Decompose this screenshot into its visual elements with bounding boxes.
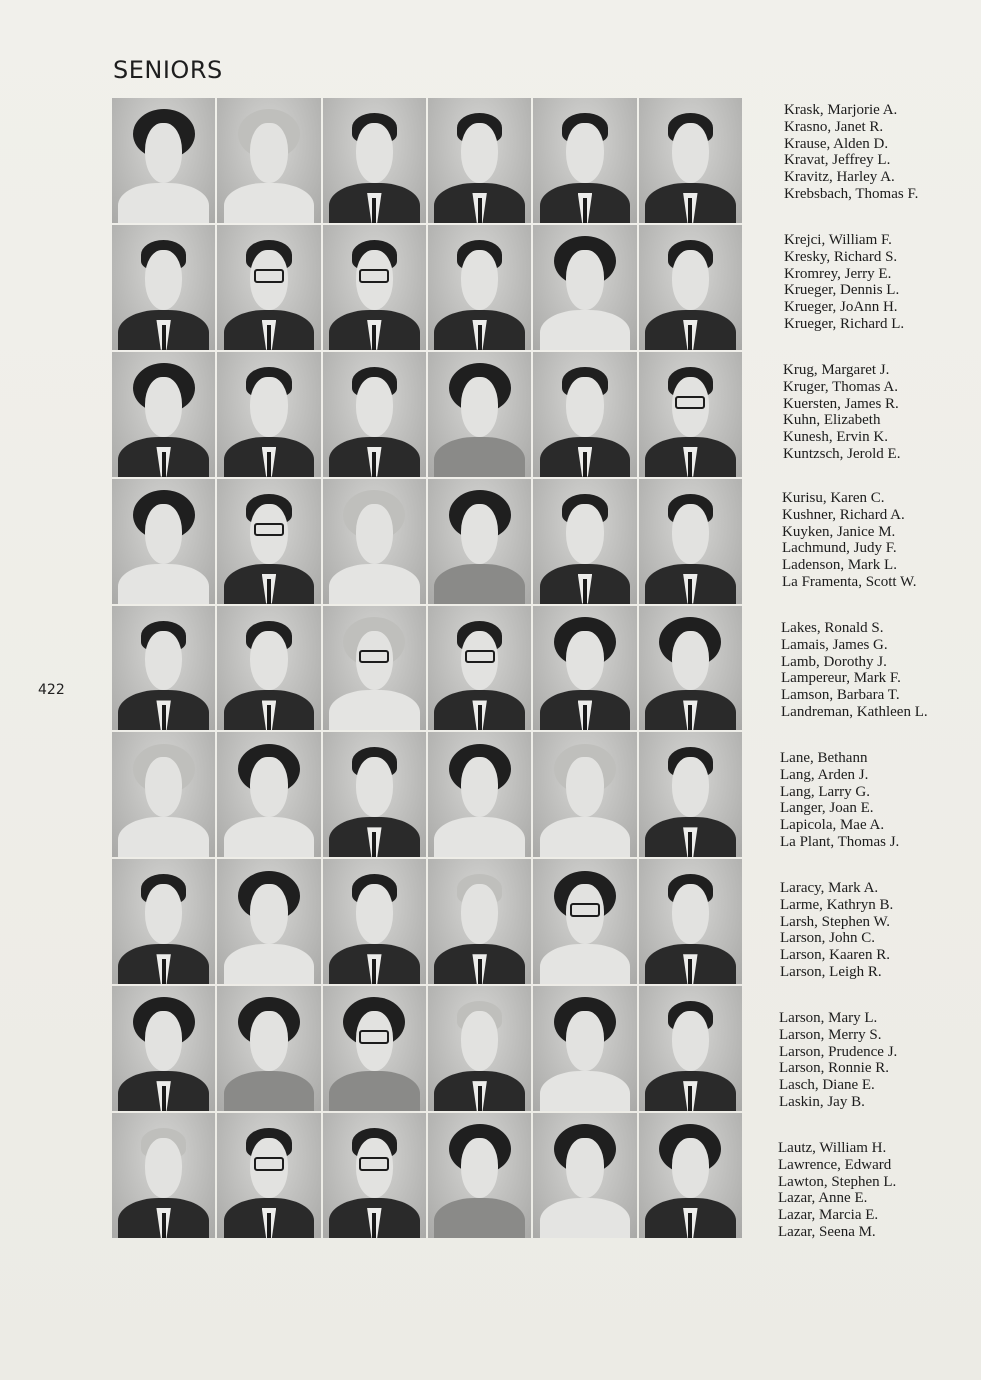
senior-name: Krasno, Janet R. [784, 118, 884, 135]
senior-name: Lapicola, Mae A. [780, 817, 885, 834]
senior-name: Krueger, Richard L. [784, 315, 905, 332]
senior-portrait-photo [639, 732, 742, 857]
senior-name: Kresky, Richard S. [784, 248, 898, 265]
senior-name: Larson, Ronnie R. [779, 1060, 889, 1077]
senior-portrait-photo [112, 1113, 215, 1238]
senior-name: Kravat, Jeffrey L. [784, 152, 891, 169]
senior-portrait-photo [217, 732, 320, 857]
senior-name: Ladenson, Mark L. [782, 557, 897, 574]
senior-name: Krueger, Dennis L. [784, 282, 900, 299]
senior-portrait-photo [639, 859, 742, 984]
senior-portrait-photo [323, 225, 426, 350]
senior-name: Lampereur, Mark F. [781, 670, 901, 687]
senior-portrait-photo [428, 859, 531, 984]
senior-portrait-photo [533, 732, 636, 857]
senior-name: Lazar, Marcia E. [778, 1207, 879, 1224]
senior-name: Larson, Merry S. [779, 1026, 882, 1043]
senior-portrait-photo [533, 98, 636, 223]
name-group [780, 750, 899, 851]
senior-portrait-photo [217, 479, 320, 604]
senior-name: Kushner, Richard A. [782, 506, 905, 523]
senior-name: Larson, Kaaren R. [780, 947, 890, 964]
senior-name: Laracy, Mark A. [780, 880, 879, 896]
senior-name: Larsh, Stephen W. [780, 913, 890, 930]
senior-portrait-photo [323, 606, 426, 731]
name-group [779, 1010, 897, 1111]
senior-portrait-photo [217, 98, 320, 223]
senior-name: Lane, Bethann [780, 750, 868, 766]
name-group [783, 362, 900, 463]
senior-name: Lasch, Diane E. [779, 1077, 875, 1094]
senior-portrait-photo [639, 352, 742, 477]
portrait-grid [112, 98, 742, 1238]
senior-portrait-photo [428, 479, 531, 604]
senior-portrait-photo [323, 986, 426, 1111]
senior-portrait-photo [217, 352, 320, 477]
senior-portrait-photo [533, 986, 636, 1111]
senior-portrait-photo [112, 859, 215, 984]
senior-name: Lazar, Seena M. [778, 1223, 876, 1240]
senior-name: Kravitz, Harley A. [784, 169, 895, 186]
page-title: SENIORS [113, 56, 223, 84]
senior-portrait-photo [217, 859, 320, 984]
senior-name: Kuyken, Janice M. [782, 523, 896, 540]
senior-name: Krejci, William F. [784, 232, 892, 248]
senior-name: La Framenta, Scott W. [782, 573, 917, 590]
senior-portrait-photo [533, 606, 636, 731]
senior-name: La Plant, Thomas J. [780, 833, 900, 850]
senior-portrait-photo [428, 986, 531, 1111]
senior-portrait-photo [428, 606, 531, 731]
senior-portrait-photo [112, 98, 215, 223]
senior-portrait-photo [112, 352, 215, 477]
senior-portrait-photo [533, 352, 636, 477]
senior-portrait-photo [639, 1113, 742, 1238]
senior-name: Lang, Arden J. [780, 766, 869, 783]
senior-name: Krueger, JoAnn H. [784, 299, 898, 316]
senior-portrait-photo [639, 606, 742, 731]
senior-portrait-photo [428, 98, 531, 223]
senior-name: Krug, Margaret J. [783, 362, 890, 378]
senior-portrait-photo [112, 606, 215, 731]
senior-name: Lazar, Anne E. [778, 1190, 868, 1207]
name-group [784, 102, 918, 203]
senior-name: Lawrence, Edward [778, 1156, 892, 1173]
senior-portrait-photo [217, 606, 320, 731]
senior-portrait-photo [639, 98, 742, 223]
senior-portrait-photo [217, 986, 320, 1111]
senior-portrait-photo [112, 225, 215, 350]
senior-name: Langer, Joan E. [780, 800, 874, 817]
senior-portrait-photo [112, 986, 215, 1111]
senior-portrait-photo [217, 1113, 320, 1238]
senior-portrait-photo [112, 479, 215, 604]
senior-name: Krebsbach, Thomas F. [784, 185, 919, 202]
senior-name: Laskin, Jay B. [779, 1093, 865, 1110]
senior-name: Kunesh, Ervin K. [783, 429, 888, 446]
senior-name: Landreman, Kathleen L. [781, 703, 928, 720]
senior-portrait-photo [217, 225, 320, 350]
senior-portrait-photo [533, 1113, 636, 1238]
senior-name: Lamb, Dorothy J. [781, 653, 887, 670]
senior-name: Lawton, Stephen L. [778, 1173, 897, 1190]
senior-name: Krask, Marjorie A. [784, 102, 898, 118]
senior-portrait-photo [323, 1113, 426, 1238]
name-group [778, 1140, 896, 1241]
senior-name: Larson, Mary L. [779, 1010, 878, 1026]
senior-portrait-photo [323, 352, 426, 477]
senior-name: Lamais, James G. [781, 636, 888, 653]
senior-name: Larson, Leigh R. [780, 963, 882, 980]
senior-portrait-photo [323, 479, 426, 604]
senior-portrait-photo [533, 479, 636, 604]
senior-name: Kuhn, Elizabeth [783, 412, 881, 429]
name-group [781, 620, 928, 721]
senior-portrait-photo [533, 859, 636, 984]
senior-name: Kuersten, James R. [783, 395, 899, 412]
senior-name: Larson, Prudence J. [779, 1043, 898, 1060]
senior-name: Krause, Alden D. [784, 135, 889, 152]
senior-portrait-photo [428, 352, 531, 477]
senior-name: Lamson, Barbara T. [781, 687, 900, 704]
senior-portrait-photo [639, 986, 742, 1111]
senior-portrait-photo [533, 225, 636, 350]
name-group [782, 490, 917, 591]
senior-portrait-photo [323, 732, 426, 857]
senior-name: Kromrey, Jerry E. [784, 265, 892, 282]
senior-name: Lang, Larry G. [780, 783, 870, 800]
senior-name: Lakes, Ronald S. [781, 620, 884, 636]
senior-name: Kruger, Thomas A. [783, 378, 898, 395]
senior-portrait-photo [323, 98, 426, 223]
senior-portrait-photo [323, 859, 426, 984]
senior-name: Larson, John C. [780, 930, 875, 947]
page-number: 422 [38, 682, 65, 698]
senior-name: Larme, Kathryn B. [780, 896, 894, 913]
senior-portrait-photo [639, 225, 742, 350]
senior-portrait-photo [428, 225, 531, 350]
senior-portrait-photo [428, 1113, 531, 1238]
senior-name: Lautz, William H. [778, 1140, 887, 1156]
senior-name: Kuntzsch, Jerold E. [783, 445, 901, 462]
senior-portrait-photo [112, 732, 215, 857]
senior-portrait-photo [639, 479, 742, 604]
name-group [780, 880, 893, 981]
name-group [784, 232, 904, 333]
senior-name: Kurisu, Karen C. [782, 490, 885, 506]
senior-name: Lachmund, Judy F. [782, 540, 897, 557]
senior-portrait-photo [428, 732, 531, 857]
